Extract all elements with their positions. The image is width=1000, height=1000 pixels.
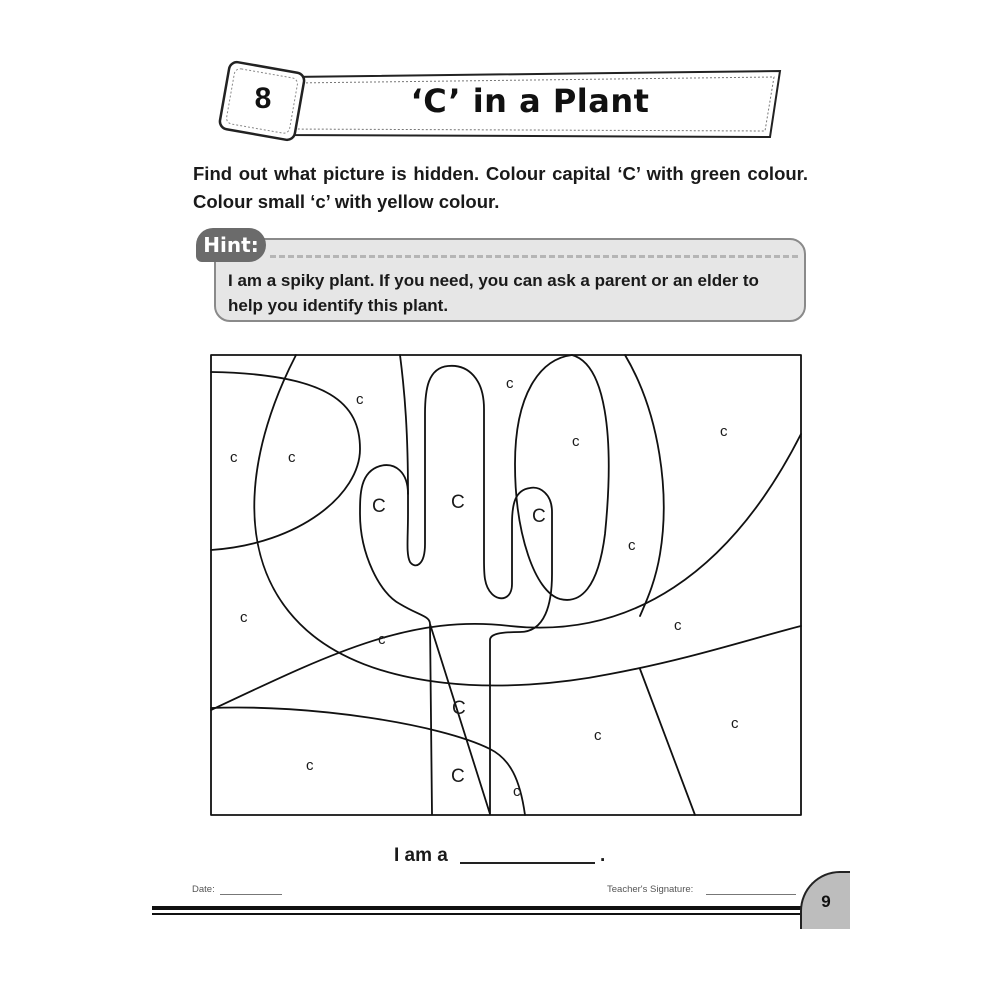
teacher-signature-label: Teacher's Signature: bbox=[607, 884, 694, 895]
region-letter: C bbox=[451, 766, 465, 787]
puzzle-line-right-curve bbox=[625, 355, 664, 616]
date-label: Date: bbox=[192, 884, 215, 895]
answer-prefix: I am a bbox=[394, 845, 448, 866]
region-letter: c bbox=[628, 537, 636, 554]
region-letter: c bbox=[378, 631, 386, 648]
region-letter: c bbox=[288, 449, 296, 466]
puzzle-line-diagonal bbox=[211, 434, 801, 710]
color-by-letter-puzzle bbox=[210, 354, 802, 816]
puzzle-line-big-curve bbox=[254, 355, 801, 686]
signature-line[interactable] bbox=[706, 894, 796, 895]
region-letter: c bbox=[731, 715, 739, 732]
puzzle-line-cactus bbox=[360, 366, 552, 814]
answer-blank-line[interactable] bbox=[460, 862, 595, 864]
region-letter: c bbox=[506, 375, 514, 392]
region-letter: c bbox=[230, 449, 238, 466]
region-letter: c bbox=[594, 727, 602, 744]
footer-rule bbox=[152, 906, 802, 910]
page-title: ‘C’ in a Plant bbox=[410, 82, 650, 120]
hint-text: I am a spiky plant. If you need, you can ask a parent or an elder to help you identify this plant. bbox=[228, 271, 759, 315]
region-letter: C bbox=[452, 698, 466, 719]
region-letter: C bbox=[372, 496, 386, 517]
region-letter: c bbox=[240, 609, 248, 626]
puzzle-line-lower-right bbox=[640, 669, 695, 815]
hint-divider bbox=[270, 255, 798, 258]
answer-suffix: . bbox=[600, 845, 606, 866]
puzzle-line-oval bbox=[515, 355, 609, 600]
page-number: 9 bbox=[821, 892, 831, 911]
instructions-text: Find out what picture is hidden. Colour capital ‘C’ with green colour. Colour small ‘c’ with yellow colour. bbox=[193, 163, 808, 212]
region-letter: c bbox=[572, 433, 580, 450]
region-letter: c bbox=[720, 423, 728, 440]
region-letter: C bbox=[451, 492, 465, 513]
region-letter: C bbox=[532, 506, 546, 527]
region-letter: c bbox=[674, 617, 682, 634]
date-line[interactable] bbox=[220, 894, 282, 895]
activity-number: 8 bbox=[254, 82, 272, 115]
puzzle-line-lower-left bbox=[211, 707, 525, 815]
hint-label: Hint: bbox=[196, 228, 266, 262]
region-letter: c bbox=[513, 783, 521, 800]
footer-rule-thin bbox=[152, 913, 802, 915]
puzzle-border bbox=[211, 355, 801, 815]
region-letter: c bbox=[306, 757, 314, 774]
region-letter: c bbox=[356, 391, 364, 408]
